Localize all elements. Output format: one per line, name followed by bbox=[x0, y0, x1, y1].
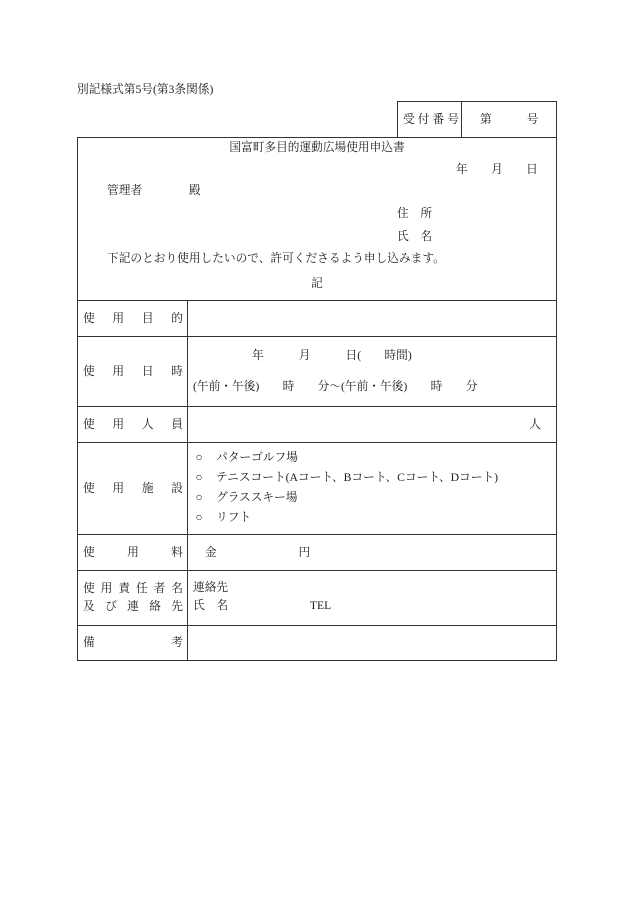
applicant-name-label: 氏 名 bbox=[397, 230, 433, 243]
usage-time-line: (午前・午後) 時 分～(午前・午後) 時 分 bbox=[193, 380, 478, 393]
label-char: 使 bbox=[83, 545, 95, 559]
label-char: 受 bbox=[403, 112, 415, 126]
label-char: 責 bbox=[118, 582, 131, 595]
usage-fee-field bbox=[188, 535, 556, 570]
document-title: 国富町多目的運動広場使用申込書 bbox=[229, 141, 405, 154]
label-cell bbox=[78, 301, 188, 336]
label-cell bbox=[78, 535, 188, 570]
option-circle-icon: ○ bbox=[195, 491, 203, 504]
label-char: 料 bbox=[171, 545, 183, 559]
label-char: 施 bbox=[141, 481, 154, 495]
usage-purpose-field bbox=[188, 301, 556, 336]
label-char: 使 bbox=[83, 364, 95, 378]
label-cell bbox=[78, 407, 188, 442]
facility-option bbox=[188, 511, 556, 525]
facility-option bbox=[188, 471, 556, 485]
label-char: 名 bbox=[171, 582, 183, 595]
contact-label: 連絡先 bbox=[193, 581, 229, 594]
label-cell bbox=[78, 443, 188, 534]
application-date: 年 月 日 bbox=[456, 163, 538, 176]
reception-number-label bbox=[398, 102, 462, 137]
label-char: 付 bbox=[417, 112, 430, 126]
row-responsible-person bbox=[77, 570, 557, 626]
label-char: 用 bbox=[127, 545, 139, 559]
label-facilities bbox=[83, 482, 183, 496]
label-char: 考 bbox=[171, 636, 183, 649]
label-usage-fee bbox=[83, 546, 183, 560]
form-number-note: 別記様式第5号(第3条関係) bbox=[77, 83, 214, 96]
label-responsible-person bbox=[83, 582, 183, 596]
label-char: 用 bbox=[100, 582, 113, 595]
label-char: 用 bbox=[112, 417, 125, 431]
label-char: 使 bbox=[83, 311, 95, 325]
remarks-field bbox=[188, 626, 556, 660]
persons-unit: 人 bbox=[529, 417, 541, 431]
facilities-options bbox=[188, 443, 556, 534]
label-char: 時 bbox=[171, 364, 183, 378]
label-char: 先 bbox=[171, 600, 183, 613]
number-of-users-field bbox=[188, 407, 556, 442]
label-char: 及 bbox=[83, 600, 95, 613]
row-usage-datetime bbox=[77, 336, 557, 407]
label-char: 用 bbox=[112, 311, 125, 325]
row-remarks bbox=[77, 625, 557, 661]
label-char: 日 bbox=[141, 364, 154, 378]
label-char: 者 bbox=[153, 582, 166, 595]
name-tel-line: 氏 名 TEL bbox=[193, 599, 332, 612]
label-contact bbox=[83, 600, 183, 614]
label-usage-purpose bbox=[83, 312, 183, 326]
applicant-address-label: 住 所 bbox=[397, 207, 433, 220]
label-char: 使 bbox=[83, 582, 95, 595]
application-statement: 下記のとおり使用したいので、許可くださるよう申し込みます。 bbox=[107, 252, 445, 265]
label-char: 号 bbox=[447, 112, 459, 126]
label-cell bbox=[78, 626, 188, 660]
application-header-section bbox=[77, 137, 557, 301]
label-char: 任 bbox=[135, 582, 148, 595]
label-char: 番 bbox=[432, 112, 445, 126]
label-char: 設 bbox=[171, 481, 183, 495]
label-cell bbox=[78, 337, 188, 406]
responsible-person-field bbox=[188, 571, 556, 625]
facility-option bbox=[188, 451, 556, 465]
label-char: 目 bbox=[141, 311, 154, 325]
usage-datetime-field bbox=[188, 337, 556, 406]
row-facilities bbox=[77, 442, 557, 535]
label-char: 備 bbox=[83, 636, 95, 649]
row-usage-purpose bbox=[77, 300, 557, 337]
label-usage-datetime bbox=[83, 365, 183, 379]
ki-heading: 記 bbox=[311, 277, 323, 290]
option-circle-icon: ○ bbox=[195, 511, 203, 524]
label-char: 連 bbox=[127, 600, 139, 613]
fee-amount: 金 円 bbox=[205, 545, 311, 559]
reception-number-box bbox=[397, 101, 557, 138]
row-number-of-users bbox=[77, 406, 557, 443]
facility-option-label: グラススキー場 bbox=[216, 491, 298, 504]
reception-number-value: 第 号 bbox=[480, 112, 539, 126]
label-char: 使 bbox=[83, 417, 95, 431]
label-char: 絡 bbox=[149, 600, 161, 613]
label-char: 使 bbox=[83, 481, 95, 495]
label-char: 用 bbox=[112, 364, 125, 378]
usage-date-line: 年 月 日( 時間) bbox=[252, 349, 412, 362]
label-char: び bbox=[105, 600, 117, 613]
option-circle-icon: ○ bbox=[195, 471, 203, 484]
row-usage-fee bbox=[77, 534, 557, 571]
label-cell bbox=[78, 571, 188, 625]
facility-option-label: リフト bbox=[216, 511, 252, 524]
label-char: 的 bbox=[171, 311, 183, 325]
label-char: 員 bbox=[171, 417, 183, 431]
label-char: 用 bbox=[112, 481, 125, 495]
label-number-of-users bbox=[83, 418, 183, 432]
facility-option-label: パターゴルフ場 bbox=[216, 451, 298, 464]
option-circle-icon: ○ bbox=[195, 451, 203, 464]
facility-option bbox=[188, 491, 556, 505]
facility-option-label: テニスコート(Aコート、Bコート、Cコート、Dコート) bbox=[216, 471, 499, 484]
addressee: 管理者 殿 bbox=[107, 184, 201, 197]
label-remarks bbox=[83, 636, 183, 650]
label-char: 人 bbox=[141, 417, 154, 431]
